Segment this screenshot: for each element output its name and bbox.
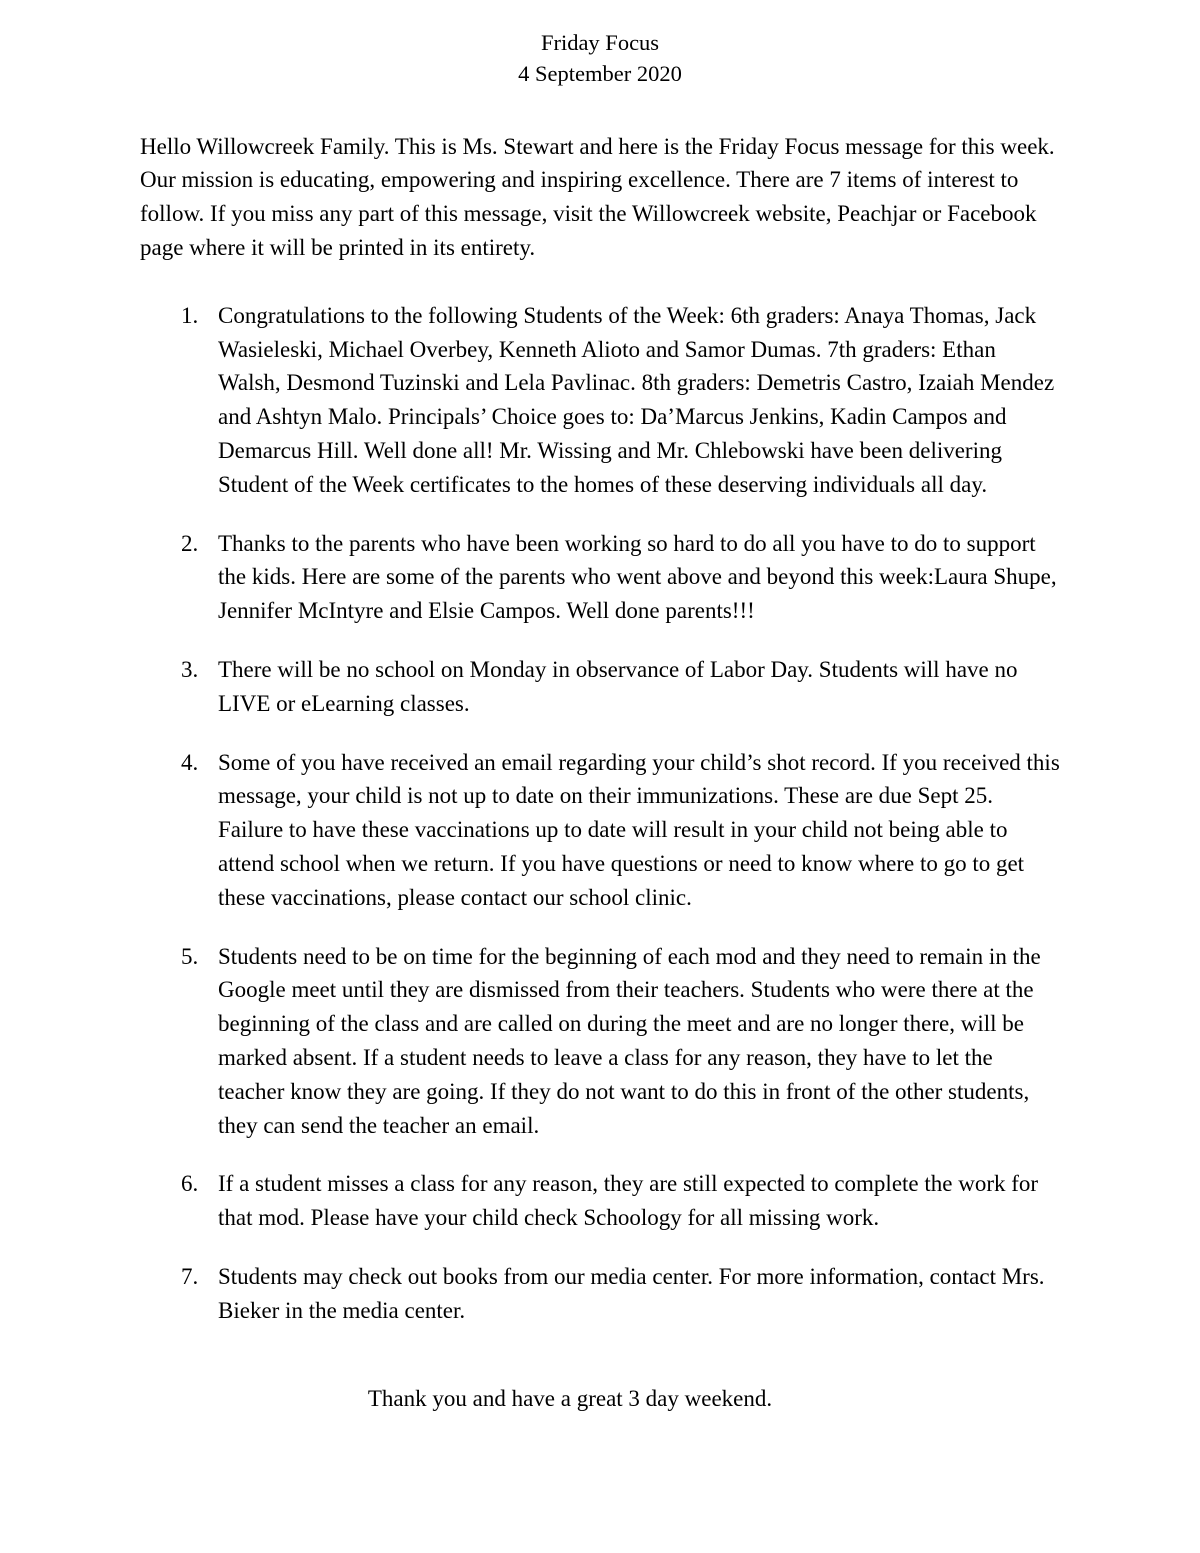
closing-line: Thank you and have a great 3 day weekend. [367,1385,773,1411]
document-header [140,28,1060,90]
numbered-item-list [140,299,1060,1328]
list-item: 2. Thanks to the parents who have been working so hard to do all you have to do to support the kids. Here are some of the parents who went above and beyond this week:Laura Shupe, Jennifer McIntyre and Elsie Campos. Well done parents!!! [204,527,1060,628]
list-item: 5. Students need to be on time for the beginning of each mod and they need to remain in the Google meet until they are dismissed from their teachers. Students who were there at the beginning of the class and are called on during the meet and are no longer there, will be marked absent. If a student needs to leave a class for any reason, they have to let the teacher know they are going. If they do not want to do this in front of the other students, they can send the teacher an email. [204,940,1060,1143]
list-item: 6. If a student misses a class for any reason, they are still expected to complete the work for that mod. Please have your child check Schoology for all missing work. [204,1167,1060,1235]
list-item: 4. Some of you have received an email regarding your child’s shot record. If you received this message, your child is not up to date on their immunizations. These are due Sept 25. Failure to have these vaccinations up to date will result in your child not being able to attend school when we return. If you have questions or need to know where to go to get these vaccinations, please contact our school clinic. [204,746,1060,915]
intro-paragraph: Hello Willowcreek Family. This is Ms. Stewart and here is the Friday Focus message for this week. Our mission is educating, empowering and inspiring excellence. There are 7 items of interest to follow. If you miss any part of this message, visit the Willowcreek website, Peachjar or Facebook page where it will be printed in its entirety. [140,133,1055,261]
list-item: 1. Congratulations to the following Students of the Week: 6th graders: Anaya Thomas, Jack Wasieleski, Michael Overbey, Kenneth Alioto and Samor Dumas. 7th graders: Ethan Walsh, Desmond Tuzinski and Lela Pavlinac. 8th graders: Demetris Castro, Izaiah Mendez and Ashtyn Malo. Principals’ Choice goes to: Da’Marcus Jenkins, Kadin Campos and Demarcus Hill. Well done all! Mr. Wissing and Mr. Chlebowski have been delivering Student of the Week certificates to the homes of these deserving individuals all day. [204,299,1060,502]
list-item: 7. Students may check out books from our media center. For more information, contact Mrs. Bieker in the media center. [204,1260,1060,1328]
list-item: 3. There will be no school on Monday in observance of Labor Day. Students will have no LIVE or eLearning classes. [204,653,1060,721]
document-date: 4 September 2020 [518,60,682,86]
document-title: Friday Focus [540,30,660,55]
